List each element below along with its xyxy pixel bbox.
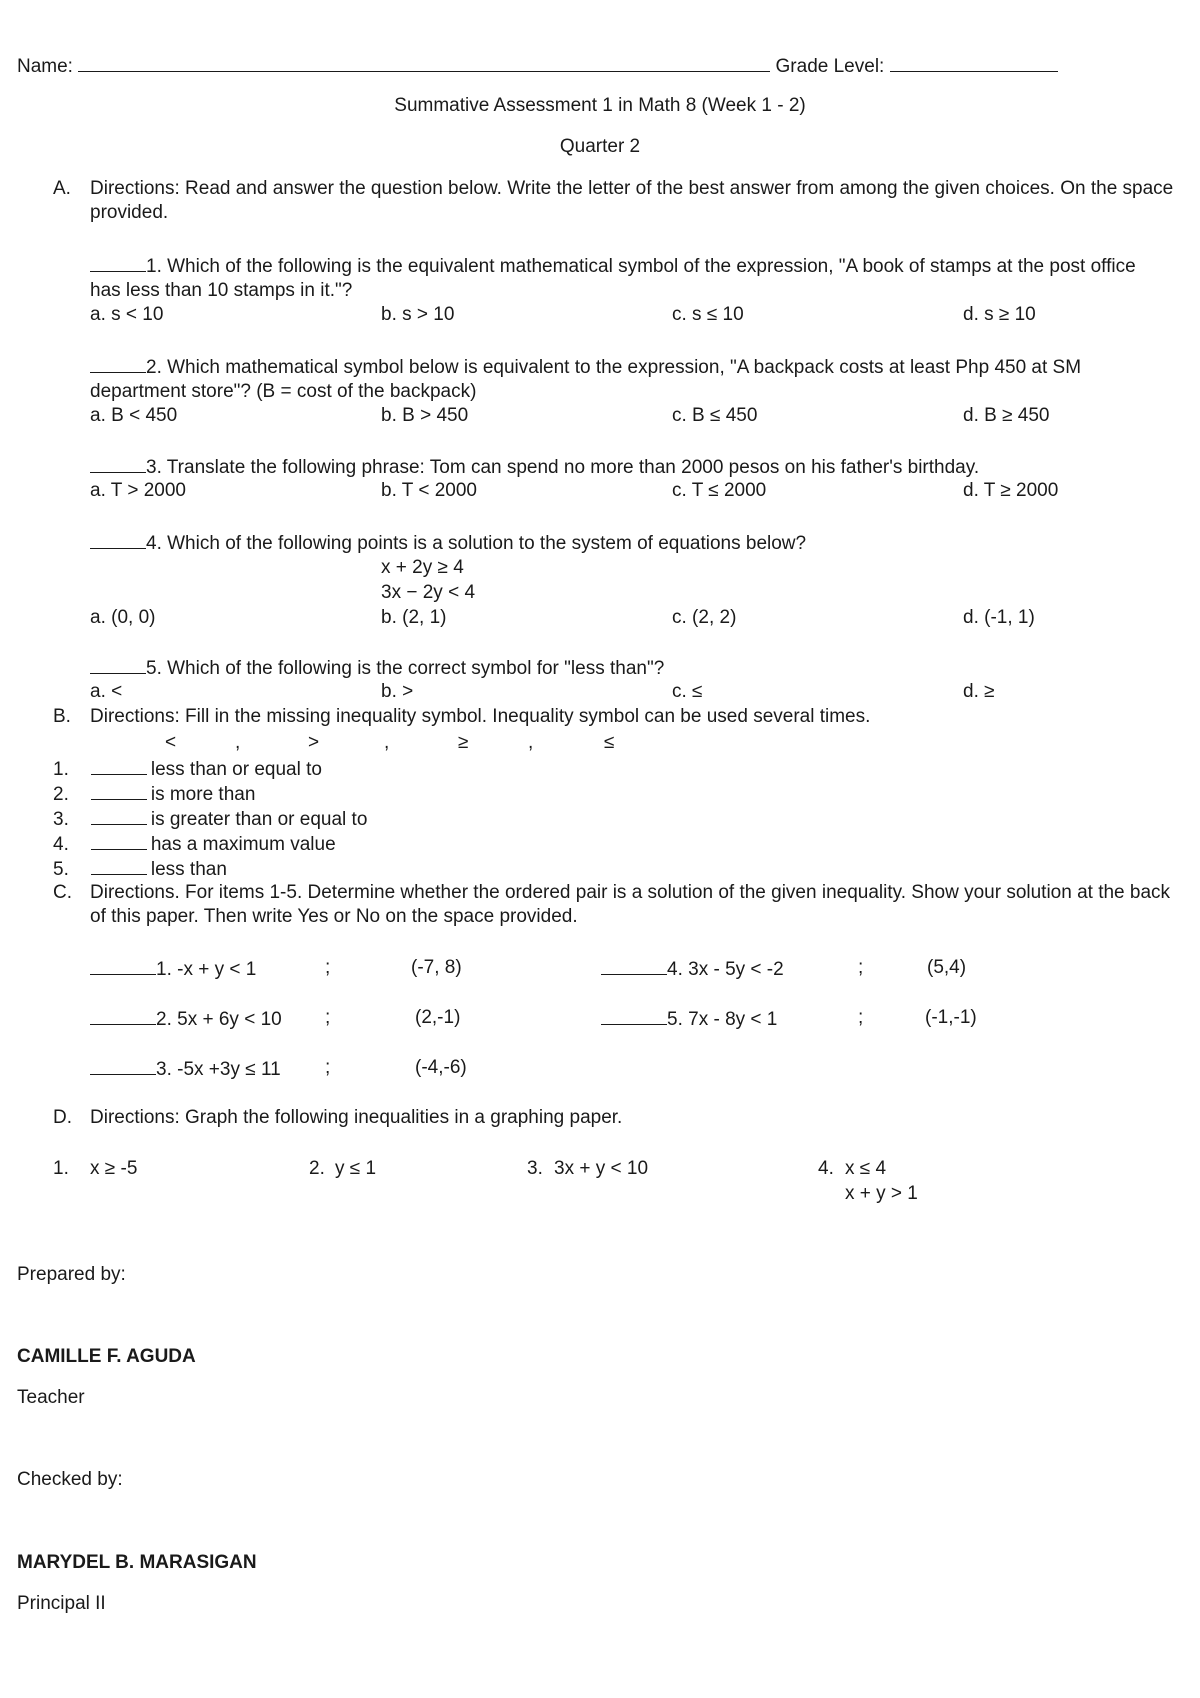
- choice-b: b. s > 10: [381, 304, 455, 325]
- part-b-directions: Directions: Fill in the missing inequality symbol. Inequality symbol can be used several times.: [90, 706, 871, 727]
- answer-blank[interactable]: [90, 530, 146, 549]
- choice-a: a. T > 2000: [90, 480, 186, 501]
- answer-blank[interactable]: [90, 655, 146, 674]
- graph-item-number: 1.: [53, 1158, 69, 1179]
- answer-blank[interactable]: [90, 1006, 156, 1025]
- answer-blank[interactable]: [91, 856, 147, 875]
- choice-a: a. <: [90, 681, 123, 702]
- inequality: 5. 7x - 8y < 1: [667, 1009, 778, 1030]
- choice-c: c. (2, 2): [672, 607, 737, 628]
- name-line: [17, 54, 1058, 79]
- question-text: 4. Which of the following points is a solution to the system of equations below?: [146, 533, 807, 554]
- choice-c: c. ≤: [672, 681, 703, 702]
- ordered-pair-item: [601, 1006, 777, 1032]
- symbol-separator: ,: [384, 732, 390, 753]
- prepared-by-label: Prepared by:: [17, 1264, 126, 1285]
- symbol-less-than: <: [165, 732, 177, 753]
- choice-d: d. B ≥ 450: [963, 405, 1050, 426]
- answer-blank[interactable]: [601, 1006, 667, 1025]
- part-c-letter: C.: [53, 882, 72, 903]
- choice-c: c. T ≤ 2000: [672, 480, 767, 501]
- item-number: 4.: [53, 834, 69, 855]
- choice-d: d. (-1, 1): [963, 607, 1035, 628]
- question-text: 3. Translate the following phrase: Tom can spend no more than 2000 pesos on his father's birthday.: [146, 457, 980, 478]
- inequality: 2. 5x + 6y < 10: [156, 1009, 282, 1030]
- ordered-pair-item: [90, 1006, 282, 1032]
- ordered-pair: (-1,-1): [925, 1007, 977, 1028]
- ordered-pair: (-4,-6): [415, 1057, 467, 1078]
- choice-d: d. T ≥ 2000: [963, 480, 1059, 501]
- choice-c: c. B ≤ 450: [672, 405, 758, 426]
- answer-blank[interactable]: [90, 454, 146, 473]
- question-5: [90, 655, 664, 681]
- document-title: Summative Assessment 1 in Math 8 (Week 1 - 2): [394, 95, 806, 116]
- symbol-less-equal: ≤: [604, 732, 615, 753]
- ordered-pair: (2,-1): [415, 1007, 461, 1028]
- item-text: less than: [150, 859, 227, 880]
- separator: ;: [858, 1007, 864, 1028]
- answer-blank[interactable]: [90, 956, 156, 975]
- preparer-title: Teacher: [17, 1387, 85, 1408]
- item-text: less than or equal to: [150, 759, 322, 780]
- separator: ;: [325, 1007, 331, 1028]
- item-text: is more than: [150, 784, 256, 805]
- choice-a: a. (0, 0): [90, 607, 156, 628]
- graph-item: x ≤ 4: [845, 1158, 887, 1179]
- graph-item-number: 4.: [818, 1158, 834, 1179]
- question-text: 1. Which of the following is the equivalent mathematical symbol of the expression, "A book of stamps at the post office has less than 10 stamps in it."?: [90, 256, 1136, 301]
- answer-blank[interactable]: [91, 831, 147, 850]
- answer-blank[interactable]: [91, 756, 147, 775]
- question-3: [90, 454, 979, 480]
- list-item: [53, 756, 322, 782]
- question-1: [90, 253, 1160, 303]
- graph-item: x ≥ -5: [90, 1158, 138, 1179]
- preparer-name: CAMILLE F. AGUDA: [17, 1346, 196, 1367]
- item-text: is greater than or equal to: [150, 809, 368, 830]
- symbol-separator: ,: [528, 732, 534, 753]
- item-number: 2.: [53, 784, 69, 805]
- choice-a: a. B < 450: [90, 405, 178, 426]
- choice-a: a. s < 10: [90, 304, 164, 325]
- list-item: [53, 831, 336, 857]
- inequality: 4. 3x - 5y < -2: [667, 959, 784, 980]
- separator: ;: [325, 957, 331, 978]
- checker-title: Principal II: [17, 1593, 106, 1614]
- ordered-pair: (-7, 8): [411, 957, 462, 978]
- list-item: [53, 781, 255, 807]
- choice-b: b. B > 450: [381, 405, 469, 426]
- separator: ;: [858, 957, 864, 978]
- question-text: 5. Which of the following is the correct symbol for "less than"?: [146, 658, 665, 679]
- part-c-directions: Directions. For items 1-5. Determine whether the ordered pair is a solution of the given inequality. Show your solution at the back of this paper. Then write Yes or No on the space provided.: [90, 882, 1171, 927]
- ordered-pair-item: [601, 956, 784, 982]
- symbol-greater-than: >: [308, 732, 320, 753]
- choice-b: b. >: [381, 681, 414, 702]
- graph-item-number: 3.: [527, 1158, 543, 1179]
- ordered-pair-item: [90, 956, 256, 982]
- name-label: Name:: [17, 56, 73, 77]
- question-text: 2. Which mathematical symbol below is equivalent to the expression, "A backpack costs at least Php 450 at SM department store"? (B = cost of the backpack): [90, 357, 1082, 402]
- question-2: [90, 354, 1160, 404]
- graph-item: y ≤ 1: [335, 1158, 377, 1179]
- checker-name: MARYDEL B. MARASIGAN: [17, 1552, 257, 1573]
- graph-item: 3x + y ˂ 10: [554, 1158, 649, 1179]
- answer-blank[interactable]: [90, 1056, 156, 1075]
- answer-blank[interactable]: [91, 781, 147, 800]
- list-item: [53, 856, 227, 882]
- symbol-separator: ,: [235, 732, 241, 753]
- part-d-directions: Directions: Graph the following inequalities in a graphing paper.: [90, 1107, 623, 1128]
- choice-b: b. T < 2000: [381, 480, 477, 501]
- grade-level-blank[interactable]: [890, 54, 1058, 72]
- item-number: 3.: [53, 809, 69, 830]
- item-number: 5.: [53, 859, 69, 880]
- ordered-pair-item: [90, 1056, 281, 1082]
- answer-blank[interactable]: [90, 354, 146, 373]
- choice-d: d. ≥: [963, 681, 995, 702]
- checked-by-label: Checked by:: [17, 1469, 123, 1490]
- choice-c: c. s ≤ 10: [672, 304, 744, 325]
- quarter-label: Quarter 2: [559, 136, 641, 157]
- list-item: [53, 806, 367, 832]
- symbol-greater-equal: ≥: [458, 732, 469, 753]
- part-a-directions: Directions: Read and answer the question below. Write the letter of the best answer from among the given choices. On the space provided.: [90, 178, 1174, 223]
- part-a-letter: A.: [53, 178, 71, 199]
- graph-item-number: 2.: [309, 1158, 325, 1179]
- item-text: has a maximum value: [150, 834, 336, 855]
- ordered-pair: (5,4): [927, 957, 967, 978]
- question-4: [90, 530, 806, 556]
- answer-blank[interactable]: [601, 956, 667, 975]
- grade-level-label: Grade Level:: [775, 56, 885, 77]
- part-d-letter: D.: [53, 1107, 72, 1128]
- graph-item-line-2: x + y > 1: [845, 1183, 918, 1204]
- system-equation-1: x + 2y ≥ 4: [381, 557, 464, 578]
- choice-b: b. (2, 1): [381, 607, 447, 628]
- system-equation-2: 3x − 2y < 4: [381, 582, 476, 603]
- item-number: 1.: [53, 759, 69, 780]
- answer-blank[interactable]: [90, 253, 146, 272]
- part-b-letter: B.: [53, 706, 71, 727]
- choice-d: d. s ≥ 10: [963, 304, 1036, 325]
- answer-blank[interactable]: [91, 806, 147, 825]
- inequality: 3. -5x +3y ≤ 11: [156, 1059, 281, 1080]
- name-blank[interactable]: [78, 54, 770, 72]
- separator: ;: [325, 1057, 331, 1078]
- inequality: 1. -x + y < 1: [156, 959, 257, 980]
